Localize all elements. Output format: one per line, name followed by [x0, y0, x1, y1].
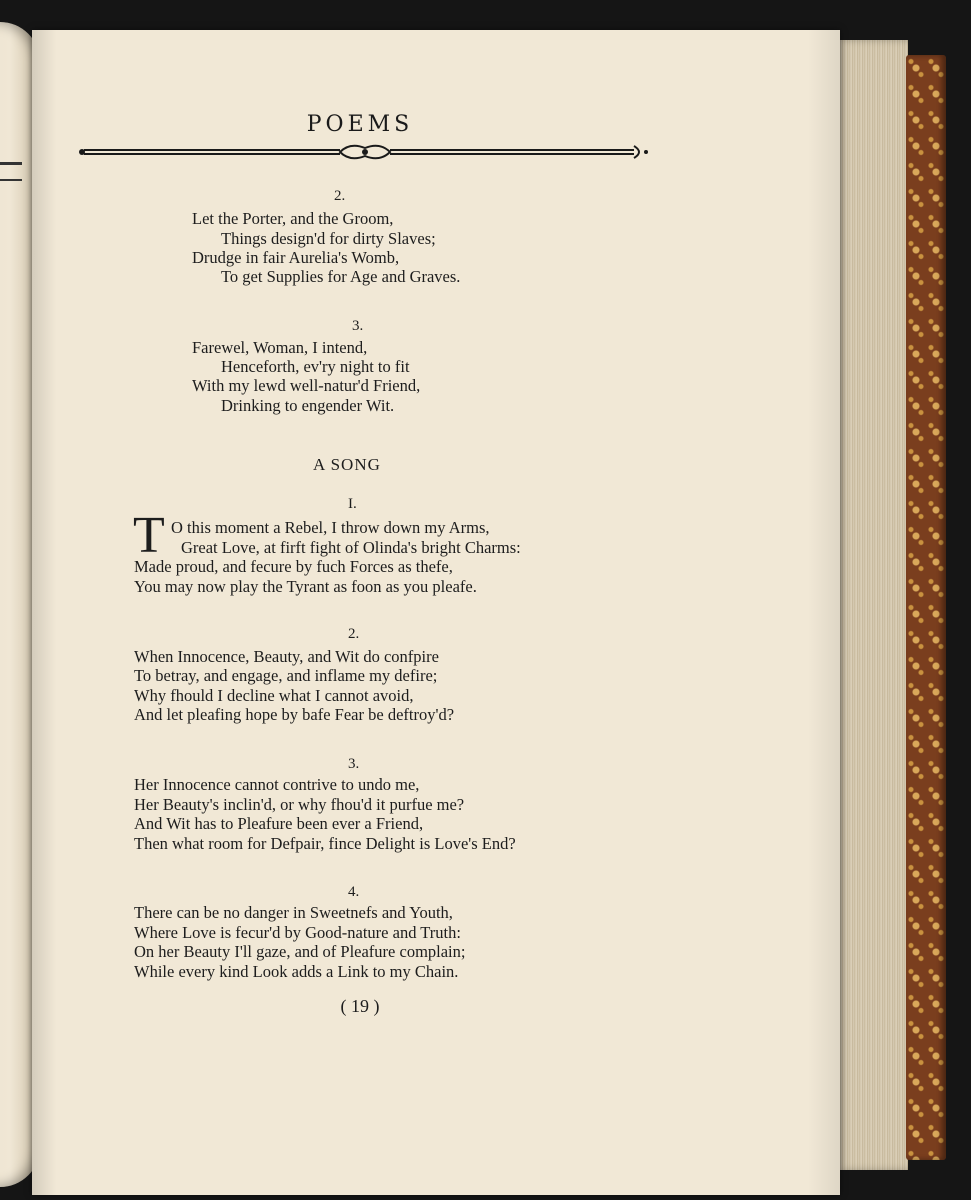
verse-line: O this moment a Rebel, I throw down my Arms, [171, 518, 490, 537]
stanza-number: 2. [334, 188, 346, 204]
left-page-ornament [0, 162, 22, 181]
song-title: A SONG [313, 455, 381, 474]
verse-line: And Wit has to Pleafure been ever a Friend, [134, 814, 424, 833]
verse-line: Drudge in fair Aurelia's Womb, [192, 248, 400, 267]
stanza-number: I. [348, 496, 357, 512]
stanza-number: 3. [352, 318, 364, 334]
verse-line: Henceforth, ev'ry night to fit [221, 357, 410, 376]
verse-line: Let the Porter, and the Groom, [192, 209, 394, 228]
verse-line: With my lewd well-natur'd Friend, [192, 376, 421, 395]
verse-line: Then what room for Defpair, fince Delight is Love's End? [134, 834, 516, 853]
gilt-binding-edge [906, 55, 946, 1160]
verse-line: When Innocence, Beauty, and Wit do confpire [134, 647, 439, 666]
stanza-number: 2. [348, 626, 360, 642]
verse-line: On her Beauty I'll gaze, and of Pleafure complain; [134, 942, 466, 961]
verse-line: Her Innocence cannot contrive to undo me, [134, 775, 420, 794]
page-fore-edge [838, 40, 908, 1170]
verse-line: And let pleafing hope by bafe Fear be deftroy'd? [134, 705, 455, 724]
verse-line: Her Beauty's inclin'd, or why fhou'd it purfue me? [134, 795, 465, 814]
verse-line: You may now play the Tyrant as foon as you pleafe. [134, 577, 477, 596]
stanza-number: 3. [348, 756, 360, 772]
verse-line: While every kind Look adds a Link to my Chain. [134, 962, 459, 981]
verse-line: Drinking to engender Wit. [221, 396, 395, 415]
verse-line: To betray, and engage, and inflame my defire; [134, 666, 438, 685]
drop-cap: T [133, 507, 165, 564]
book-page [32, 30, 840, 1195]
verse-line: Farewel, Woman, I intend, [192, 338, 368, 357]
verse-line: Things design'd for dirty Slaves; [221, 229, 436, 248]
page-number: ( 19 ) [340, 996, 380, 1016]
running-head: POEMS [306, 112, 414, 137]
verse-line: To get Supplies for Age and Graves. [221, 267, 461, 286]
verse-line: There can be no danger in Sweetnefs and Youth, [134, 903, 453, 922]
verse-line: Made proud, and fecure by fuch Forces as thefe, [134, 557, 453, 576]
ornamental-rule [78, 140, 652, 164]
verse-line: Where Love is fecur'd by Good-nature and Truth: [134, 923, 461, 942]
verse-line: Why fhould I decline what I cannot avoid, [134, 686, 414, 705]
stanza-number: 4. [348, 884, 360, 900]
verse-line: Great Love, at firft fight of Olinda's bright Charms: [181, 538, 521, 557]
